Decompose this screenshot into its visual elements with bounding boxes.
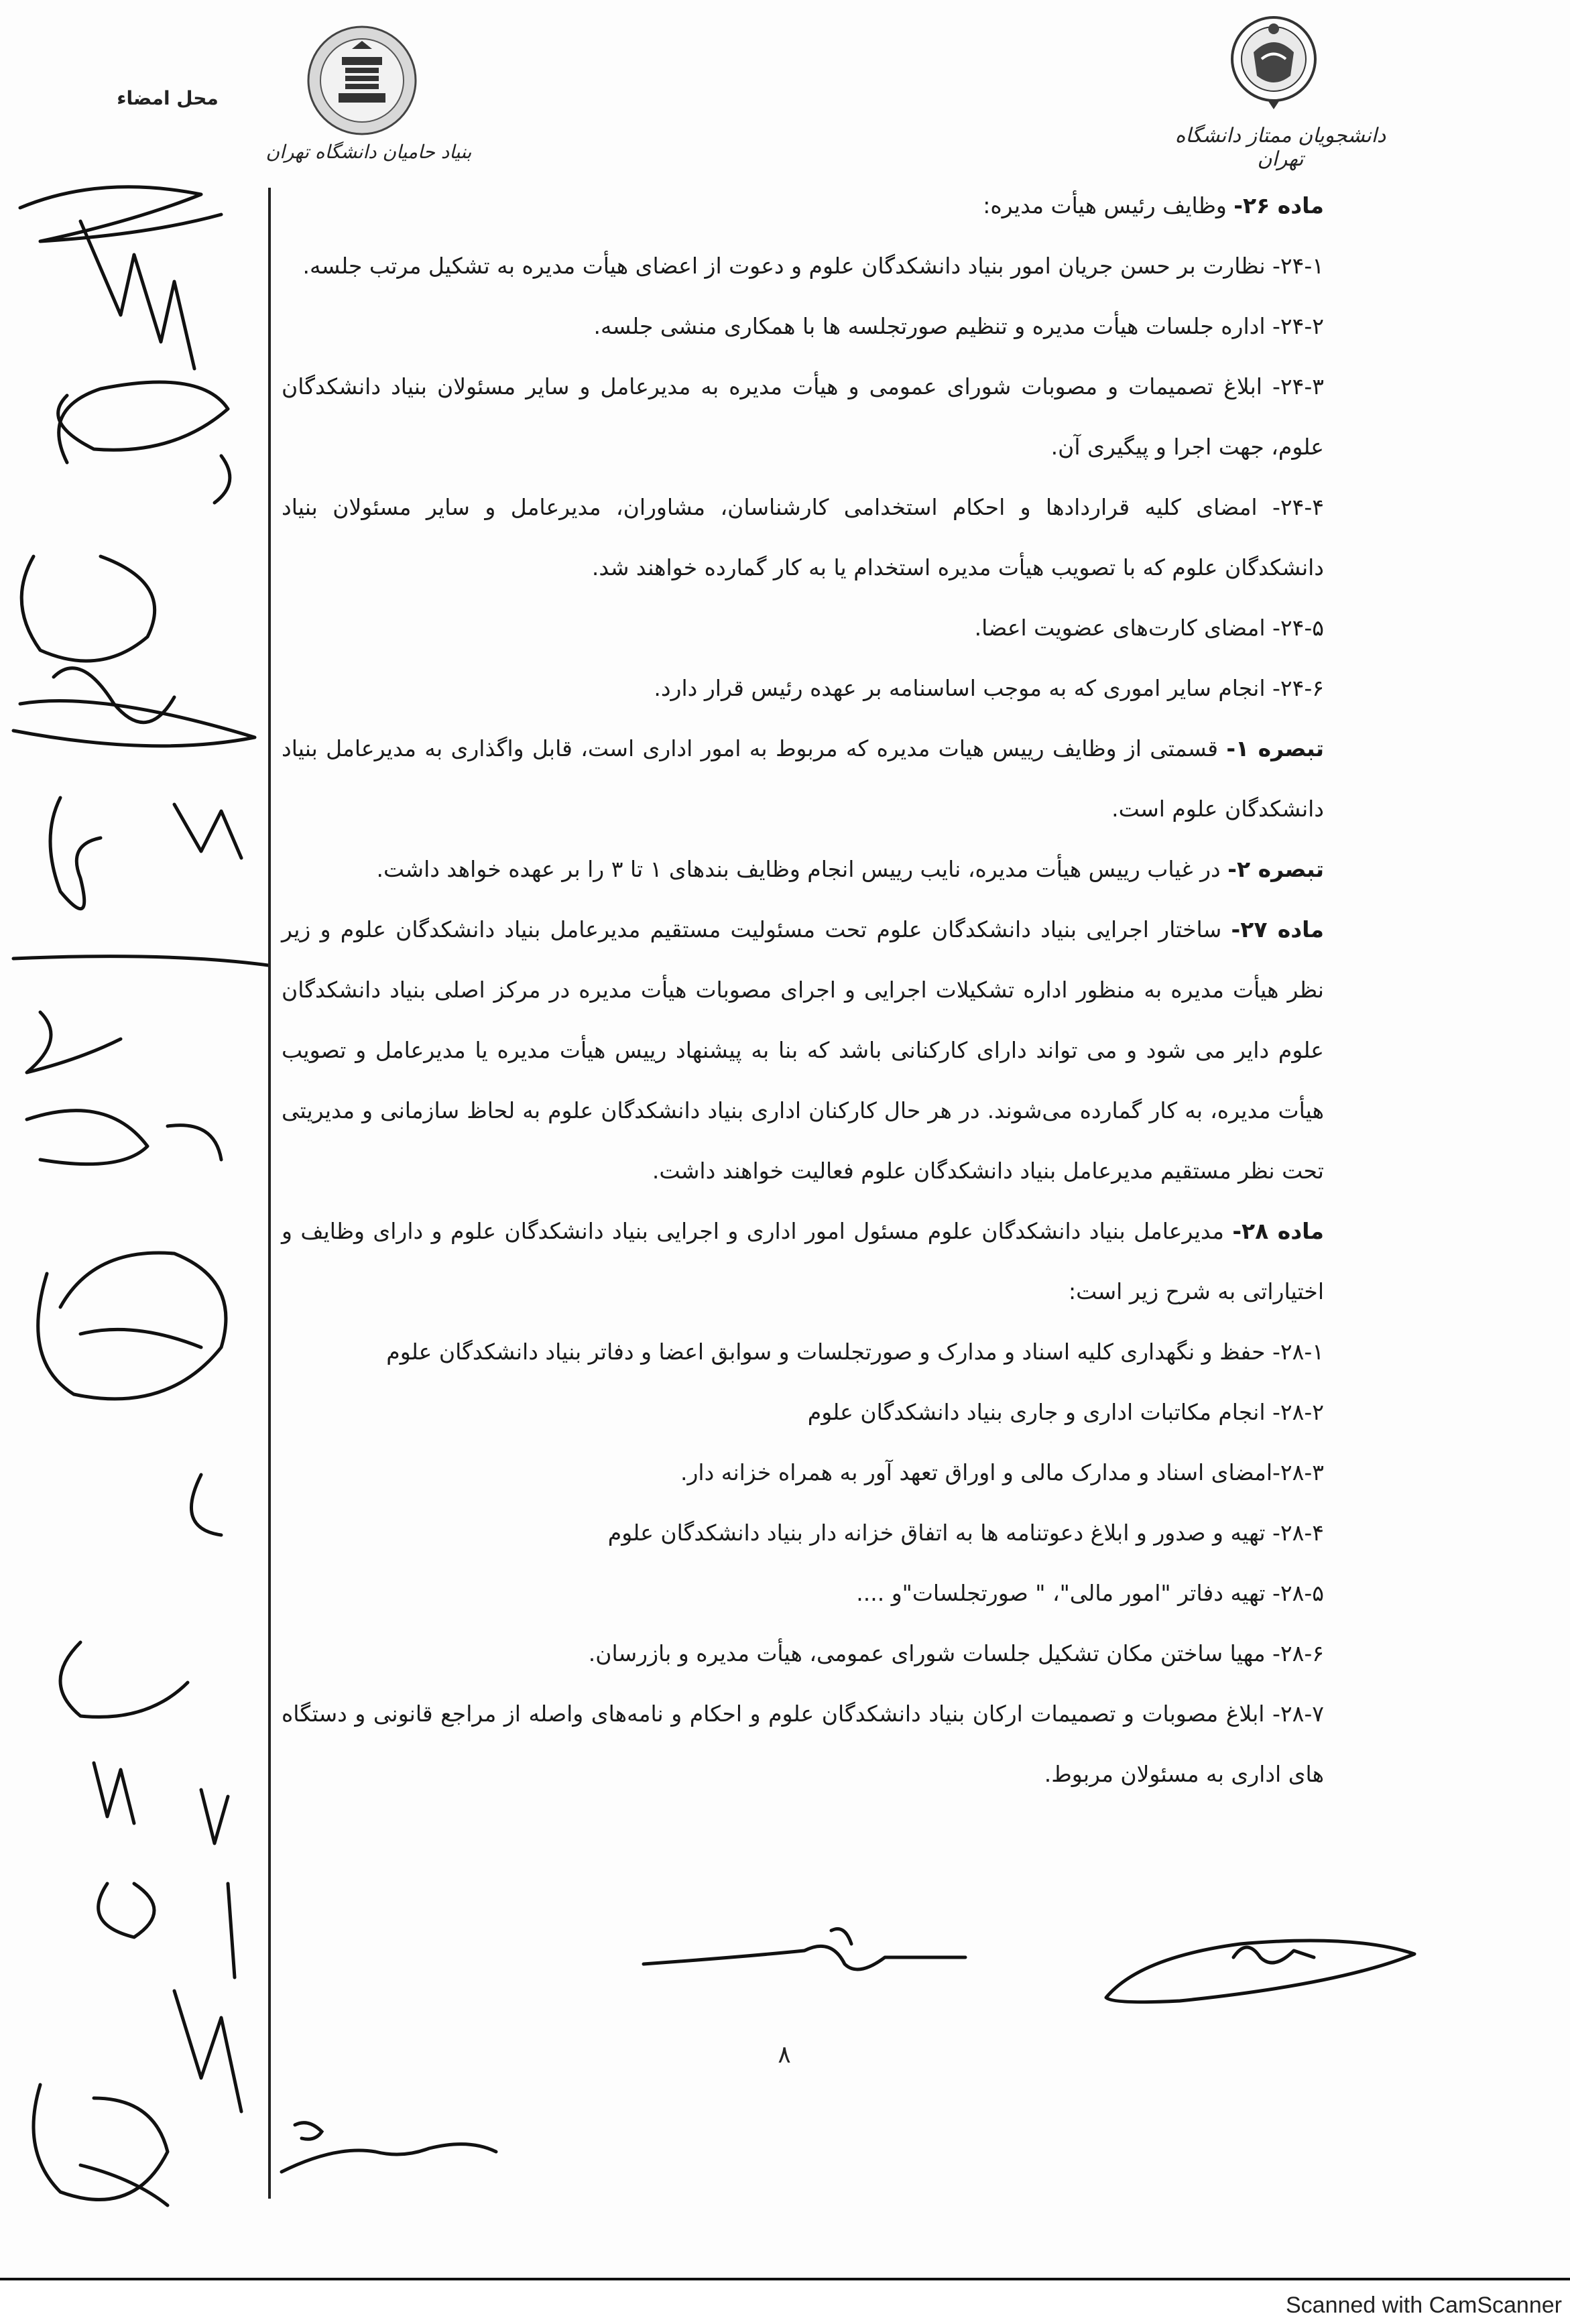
left-logo-caption: بنیاد حامیان دانشگاه تهران [265,141,472,163]
article-text: مدیرعامل بنیاد دانشکدگان علوم مسئول امور اداری و اجرایی بنیاد دانشکدگان علوم و دارای وظایف و اختیاراتی به شرح زیر است: [282,1218,1324,1304]
bottom-left-signature [268,2112,550,2185]
clause-28-7: ۲۸-۷- ابلاغ مصوبات و تصمیمات ارکان بنیاد دانشکدگان علوم و احکام و نامه‌های واصله از مراجع قانونی و دستگاه های اداری به مسئولان مربوط. [282,1701,1324,1787]
clause-28-1: ۲۸-۱- حفظ و نگهداری کلیه اسناد و مدارک و صورتجلسات و سوابق اعضا و دفاتر بنیاد دانشکدگان علوم [386,1339,1324,1365]
clause-28-4: ۲۸-۴- تهیه و صدور و ابلاغ دعوتنامه ها به اتفاق خزانه دار بنیاد دانشکدگان علوم [607,1520,1324,1546]
clause-24-6: ۲۴-۶- انجام سایر اموری که به موجب اساسنامه بر عهده رئیس قرار دارد. [654,675,1324,701]
right-logo-caption: دانشجویان ممتاز دانشگاه تهران [1174,124,1386,171]
note-text: در غیاب رییس هیأت مدیره، نایب رییس انجام وظایف بندهای ۱ تا ۳ را بر عهده خواهد داشت. [376,856,1221,882]
article-26-heading [282,176,1324,236]
article-label: ماده ۲۷- [1231,916,1324,942]
note-text: قسمتی از وظایف رییس هیات مدیره که مربوط به امور اداری است، قابل واگذاری به مدیرعامل بنیاد دانشکدگان علوم است. [282,735,1324,822]
note-label: تبصره ۱- [1226,735,1324,761]
article-text: ساختار اجرایی بنیاد دانشکدگان علوم تحت مسئولیت مستقیم مدیرعامل بنیاد دانشکدگان علوم و زیر نظر هیأت مدیره به منظور اداره تشکیلات اجرایی و اجرای مصوبات هیأت مدیره در مرکز اصلی بنیاد دانشکدگان علوم دایر می شود و می تواند دارای کارکنانی باشد که بنا به پیشنهاد رییس هیأت مدیره یا مدیرعامل و تصویب هیأت مدیره، به کار گمارده می‌شوند. در هر حال کارکنان اداری بنیاد دانشکدگان علوم به لحاظ سازمانی و مدیریتی تحت نظر مستقیم مدیرعامل بنیاد دانشکدگان علوم فعالیت خواهند داشت. [282,916,1324,1184]
note-1 [282,719,1324,839]
article-27 [282,900,1324,1201]
page-number: ۸ [778,2041,791,2069]
clause-28-3: ۲۸-۳-امضای اسناد و مدارک مالی و اوراق تعهد آور به همراه خزانه دار. [680,1459,1324,1485]
clause-24-5: ۲۴-۵- امضای کارت‌های عضویت اعضا. [974,615,1324,641]
clause-24-2: ۲۴-۲- اداره جلسات هیأت مدیره و تنظیم صورتجلسه ها با همکاری منشی جلسه. [593,313,1324,339]
signature-place-label: محل امضاء [117,87,219,109]
clause-24-1: ۲۴-۱- نظارت بر حسن جریان امور بنیاد دانشکدگان علوم و دعوت از اعضای هیأت مدیره به تشکیل مرتب جلسه. [302,253,1324,279]
note-2 [282,839,1324,900]
bottom-signatures [603,1917,1475,2011]
foundation-seal-icon [305,23,419,137]
article-label: ماده ۲۶- [1233,192,1324,219]
scanner-watermark: Scanned with CamScanner [1285,2292,1562,2318]
article-28 [282,1201,1324,1322]
document-body [282,176,1324,1805]
margin-signatures [0,168,268,2279]
university-emblem-icon [1227,12,1321,113]
clause-28-6: ۲۸-۶- مهیا ساختن مکان تشکیل جلسات شورای عمومی، هیأت مدیره و بازرسان. [588,1640,1324,1666]
clause-28-2: ۲۸-۲- انجام مکاتبات اداری و جاری بنیاد دانشکدگان علوم [807,1399,1324,1425]
clause-24-4: ۲۴-۴- امضای کلیه قراردادها و احکام استخدامی کارشناسان، مشاوران، مدیرعامل و سایر مسئولان بنیاد دانشکدگان علوم که با تصویب هیأت مدیره استخدام یا به کار گمارده خواهند شد. [282,494,1324,580]
clause-28-5: ۲۸-۵- تهیه دفاتر "امور مالی"، " صورتجلسات"و .... [856,1580,1324,1606]
note-label: تبصره ۲- [1227,856,1324,882]
margin-divider [268,188,271,2199]
article-text: وظایف رئیس هیأت مدیره: [983,192,1227,219]
clause-24-3: ۲۴-۳- ابلاغ تصمیمات و مصوبات شورای عمومی و هیأت مدیره به مدیرعامل و سایر مسئولان بنیاد دانشکدگان علوم، جهت اجرا و پیگیری آن. [282,373,1324,460]
article-label: ماده ۲۸- [1232,1218,1324,1244]
